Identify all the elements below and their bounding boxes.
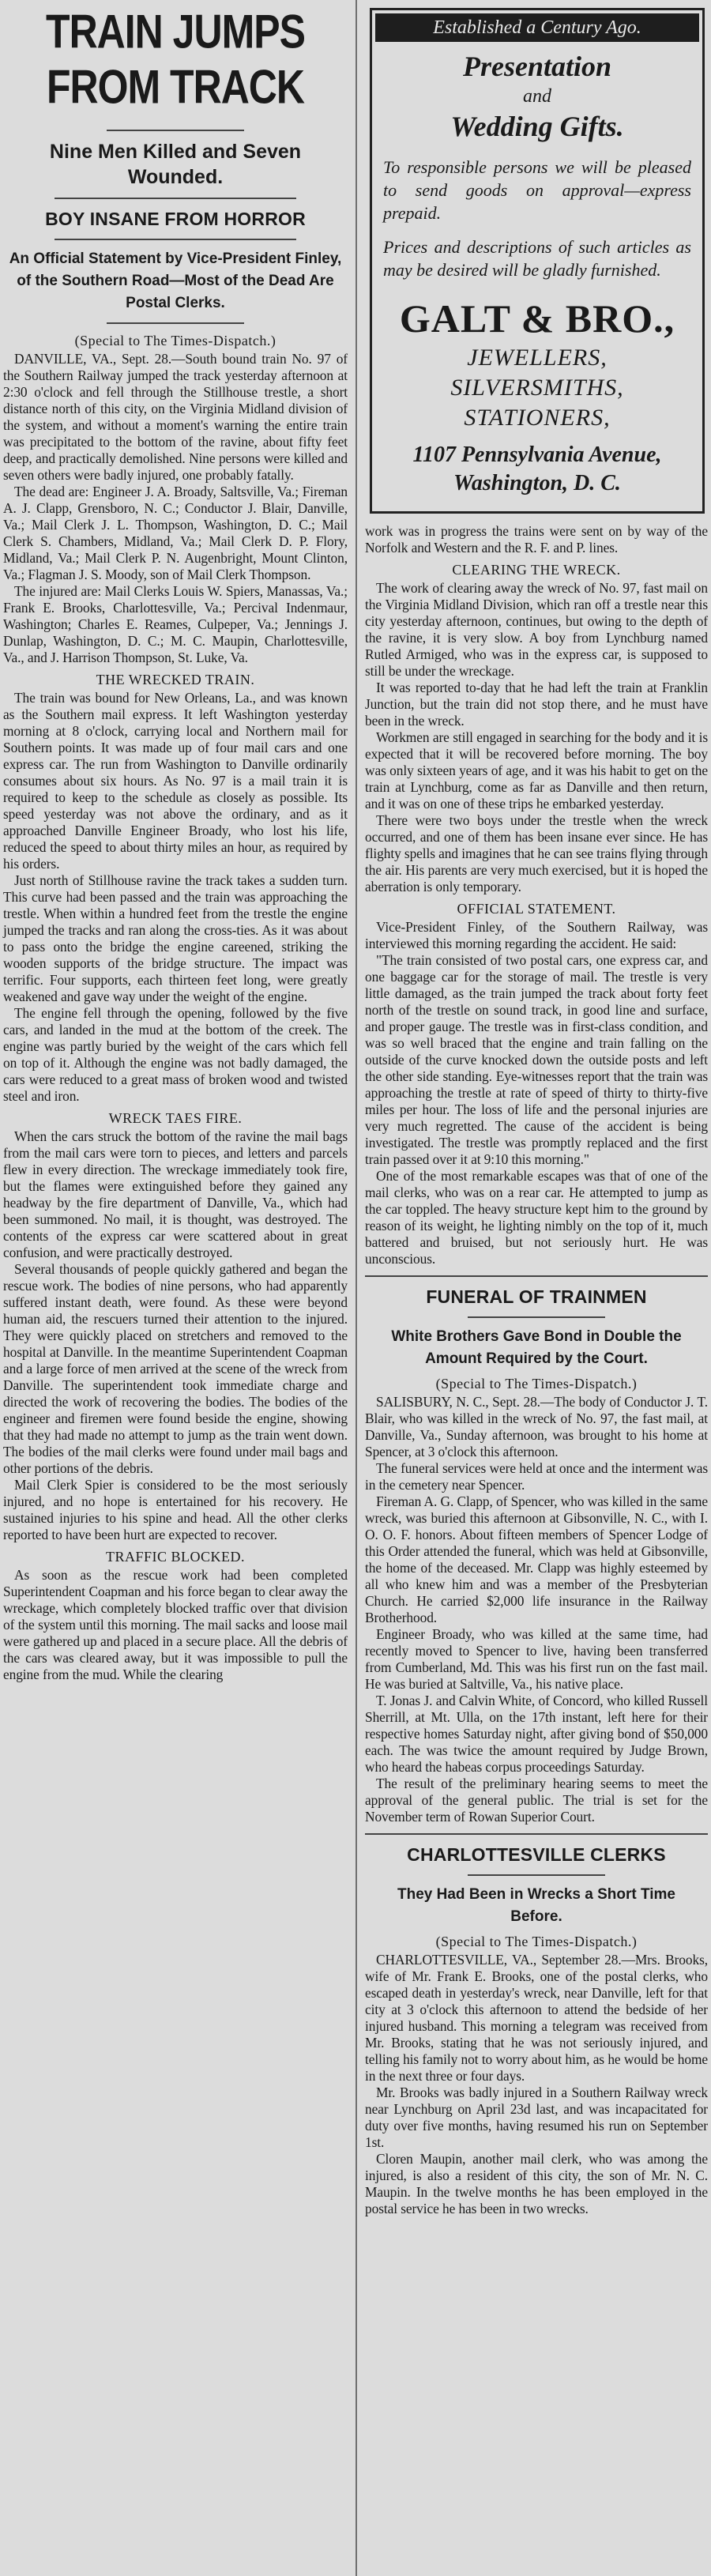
paragraph: Fireman A. G. Clapp, of Spencer, who was killed in the same wreck, was buried this afternoon at Gibsonville, N. C., with I. O. O. F. honors. About fifteen members of Spencer Lodge of this Order attended the funeral, which was held at Gibsonville, the home of the deceased. Mr. Clapp was highly esteemed by all who knew him and was a member of the Presbyterian Church. He carried $2,000 life insurance in the Railway Brotherhood.	[365, 1493, 708, 1625]
divider	[365, 1275, 708, 1277]
headline-funeral-trainmen: FUNERAL OF TRAINMEN	[426, 1286, 647, 1307]
paragraph: "The train consisted of two postal cars, one express car, and one baggage car for the storage of mail. The trestle is very little damaged, as the train jumped the track about forty feet north of the trestle on sound track, in good line and surface, and proper gauge. The trestle was in first-class condition, and was so well braced that the engine and train falling on the outside of the curve knocked down the outside posts and left the other side standing. Eye-witnesses report that the train was approaching the trestle at rate of speed of thirty to thirty-five miles per hour. The loss of life and the personal injuries are very much regretted. The cause of the accident is being investigated. The trestle was promptly replaced and the first train passed over it at 9:10 this morning."	[365, 952, 708, 1167]
paragraph: The result of the preliminary hearing seems to meet the approval of the general public. The trial is set for the November term of Rowan Superior Court.	[365, 1776, 708, 1825]
paragraph: The dead are: Engineer J. A. Broady, Saltsville, Va.; Fireman A. J. Clapp, Grensboro, N. C.; Conductor J. Blair, Danville, Va.; Mail Clerk J. L. Thompson, Washington, D. C.; Mail Clerk S. Chambers, Midland, Va.; Mail Clerk D. P. Flory, Midland, Va.; Mail Clerk P. N. Augenbright, Mount Clinton, Va.; Flagman J. S. Moody, son of Mail Clerk Thompson.	[3, 484, 348, 582]
divider	[107, 130, 244, 131]
paragraph: T. Jonas J. and Calvin White, of Concord, who killed Russell Sherrill, at Mt. Ulla, on the 17th instant, left here for their respective homes Saturday night, after giving bond of $50,000 each. The was twice the amount required by Judge Brown, who heard the habeas corpus proceedings Saturday.	[365, 1693, 708, 1775]
ad-prices-text: Prices and descriptions of such articles as may be desired will be gladly furnished.	[383, 237, 691, 280]
galt-bro-advertisement	[370, 8, 705, 514]
subhead-clearing-wreck: CLEARING THE WRECK.	[452, 562, 621, 578]
deck-white-brothers: White Brothers Gave Bond in Double the Amount Required by the Court.	[391, 1328, 682, 1367]
divider	[107, 322, 244, 324]
headline-line-1: TRAIN JUMPS	[46, 5, 305, 58]
ad-firm-name: GALT & BRO.,	[399, 296, 675, 341]
ad-established-banner: Established a Century Ago.	[375, 13, 699, 42]
divider	[468, 1316, 605, 1318]
left-column	[3, 0, 348, 1683]
article-body-part-3	[3, 1128, 348, 1543]
right-column	[365, 0, 708, 2217]
ad-trade: SILVERSMITHS,	[450, 375, 624, 401]
paragraph: The injured are: Mail Clerks Louis W. Spiers, Manassas, Va.; Frank E. Brooks, Charlottesville, Va.; Percival Indenmaur, Washington; Charles E. Reames, Culpeper, Va.; Jennings J. Dunlap, Washington, D. C.; M. C. Maupin, Charlottesville, Va., and J. Harrison Thompson, St. Luke, Va.	[3, 583, 348, 665]
funeral-article-body	[365, 1394, 708, 1825]
paragraph: It was reported to-day that he had left the train at Franklin Junction, but the train did not stop there, and he must have been in the wreck.	[365, 680, 708, 729]
deck-official-statement: An Official Statement by Vice-President Finley, of the Southern Road—Most of the Dead Are Postal Clerks.	[9, 250, 342, 311]
ad-and: and	[523, 86, 551, 107]
headline-charlottesville-clerks: CHARLOTTESVILLE CLERKS	[407, 1844, 666, 1865]
headline	[3, 3, 348, 122]
deck-killed-wounded: Nine Men Killed and Seven Wounded.	[49, 141, 302, 188]
headline-line-2: FROM TRACK	[46, 60, 305, 114]
ad-address-street: 1107 Pennsylvania Avenue,	[412, 443, 662, 467]
deck-wrecks-before: They Had Been in Wrecks a Short Time Before.	[397, 1886, 675, 1925]
article-body-part-2	[3, 690, 348, 1105]
divider	[365, 1833, 708, 1835]
clerks-article-body	[365, 1952, 708, 2217]
subhead-wrecked-train: THE WRECKED TRAIN.	[96, 672, 255, 687]
paragraph: When the cars struck the bottom of the ravine the mail bags from the mail cars were torn to pieces, and letters and parcels flew in every direction. The wreckage immediately took fire, but the flames were extinguished before they gained any headway by the fire department of Danville, Va., which had been summoned. No mail, it is thought, was destroyed. The contents of the express car were scattered about in great confusion, and were practically destroyed.	[3, 1128, 348, 1260]
subhead-traffic-blocked: TRAFFIC BLOCKED.	[105, 1549, 246, 1565]
paragraph: Mr. Brooks was badly injured in a Southern Railway wreck near Lynchburg on April 23d last, and was incapacitated for duty over five months, having resumed his run on September 1st.	[365, 2085, 708, 2150]
divider	[55, 239, 295, 240]
paragraph: CHARLOTTESVILLE, VA., September 28.—Mrs. Brooks, wife of Mr. Frank E. Brooks, one of the postal clerks, who escaped death in yesterday's wreck, near Danville, left for that city at 3 o'clock this afternoon to attend the bedside of her injured husband. This morning a telegram was received from Mr. Brooks, stating that he was not seriously injured, and telling his family not to worry about him, as he would be home in the next three or four days.	[365, 1952, 708, 2084]
paragraph: The funeral services were held at once and the interment was in the cemetery near Spencer.	[365, 1460, 708, 1493]
special-credit: (Special to The Times-Dispatch.)	[435, 1934, 638, 1949]
paragraph: The work of clearing away the wreck of No. 97, fast mail on the Virginia Midland Division, which ran off a trestle near this city yesterday afternoon, continues, but owing to the depth of the ravine, it is very slow. A boy from Lynchburg named Rutled Armiged, who was in the express car, is supposed to still be under the wreckage.	[365, 580, 708, 679]
ad-address-city: Washington, D. C.	[453, 471, 621, 495]
paragraph: As soon as the rescue work had been completed Superintendent Coapman and his force began to clear away the wreckage, which completely blocked traffic over that division of the system until this morning. The mail sacks and loose mail were gathered up and placed in a secure place. All the debris of the cars was cleared away, but it was impossible to pull the engine from the mud. While the clearing	[3, 1567, 348, 1682]
subhead-wreck-fire: WRECK TAES FIRE.	[108, 1110, 243, 1126]
paragraph: One of the most remarkable escapes was that of one of the mail clerks, who was on a rear car. He attempted to jump as the car toppled. The heavy structure kept him to the ground by reason of its weight, he lighting nimbly on the top of it, much battered and bruised, but not seriously hurt. He was unconscious.	[365, 1168, 708, 1267]
paragraph: There were two boys under the trestle when the wreck occurred, and one of them has been insane ever since. He has flighty spells and imagines that he can see trains flying through the air. His parents are very much exercised, but it is hoped the aberration is only temporary.	[365, 812, 708, 894]
divider	[468, 1874, 605, 1876]
ad-trade: STATIONERS,	[464, 405, 611, 431]
ad-approval-text: To responsible persons we will be pleased to send goods on approval—express prepaid.	[383, 157, 691, 223]
ad-trade: JEWELLERS,	[467, 345, 608, 371]
paragraph: The engine fell through the opening, followed by the five cars, and landed in the mud at the bottom of the creek. The engine was partly buried by the weight of the cars which fell on top of it. Although the engine was not badly damaged, the cars were reduced to a great mass of broken wood and twisted steel and iron.	[3, 1005, 348, 1104]
paragraph: The train was bound for New Orleans, La., and was known as the Southern mail express. It left Washington yesterday morning at 8 o'clock, carrying local and Northern mail for Southern points. It was made up of four mail cars and one express car. The run from Washington to Danville ordinarily consumes about six hours. As No. 97 is a mail train it is required to keep to the schedule as closely as possible. Its speed yesterday was not above the ordinary, and as it approached Danville Engineer Broady, who lost his life, reduced the speed to about thirty miles an hour, as required by his orders.	[3, 690, 348, 872]
paragraph: DANVILLE, VA., Sept. 28.—South bound train No. 97 of the Southern Railway jumped the track yesterday afternoon at 2:30 o'clock and fell through the Stillhouse trestle, a short distance north of this city, on the Virginia Midland division of the system, and without a moment's warning the entire train was precipitated to the bottom of the ravine, about fifty feet deep, and practically demolished. Nine persons were killed and seven others were badly injured, one probably fatally.	[3, 351, 348, 483]
right-article-continuation	[365, 523, 708, 1267]
ad-wedding-gifts: Wedding Gifts.	[450, 111, 624, 142]
column-rule	[356, 0, 357, 2576]
article-body-part-1	[3, 351, 348, 666]
paragraph: Just north of Stillhouse ravine the track takes a sudden turn. This curve had been passed and the train was approaching the trestle. When within a hundred feet from the trestle the engine jumped the tracks and ran along the cross-ties. As it was about to pass onto the bridge the engine careened, striking the wooden supports of the bridge structure. The impact was terrific. Four supports, each thirteen feet long, were greatly weakened and gave way under the weight of the engine.	[3, 872, 348, 1004]
subhead-official-statement: OFFICIAL STATEMENT.	[457, 901, 616, 917]
article-body-part-4	[3, 1567, 348, 1683]
ad-presentation: Presentation	[462, 51, 611, 82]
paragraph: Mail Clerk Spier is considered to be the most seriously injured, and no hope is entertained for his recovery. He sustained injuries to his spine and head. All the other clerks reported to have been hurt are expected to recover.	[3, 1477, 348, 1542]
special-credit: (Special to The Times-Dispatch.)	[74, 333, 276, 348]
special-credit: (Special to The Times-Dispatch.)	[435, 1376, 638, 1392]
paragraph: Cloren Maupin, another mail clerk, who was among the injured, is also a resident of this city, the son of Mr. N. C. Maupin. In the twelve months he has been employed in the postal service he has been in two wrecks.	[365, 2151, 708, 2216]
paragraph: Vice-President Finley, of the Southern Railway, was interviewed this morning regarding the accident. He said:	[365, 919, 708, 951]
divider	[55, 198, 295, 199]
paragraph: Engineer Broady, who was killed at the same time, had recently moved to Spencer to live, having been transferred from Cumberland, Md. This was his first run on the fast mail. He was buried at Saltville, Va., his native place.	[365, 1626, 708, 1692]
paragraph: Several thousands of people quickly gathered and began the rescue work. The bodies of nine persons, who had apparently suffered instant death, were found. As these were beyond human aid, the rescuers turned their attention to the injured. They were quickly placed on stretchers and removed to the hospital at Danville. In the meantime Superintendent Coapman and a large force of men arrived at the scene of the wreck from Danville. The superintendent took immediate charge and directed the work of recovering the bodies. The bodies of the engineer and firemen were found beside the engine, showing that they had made no attempt to jump as the train went down. The bodies of the mail clerks were found under mail bags and other portions of the debris.	[3, 1261, 348, 1476]
paragraph: SALISBURY, N. C., Sept. 28.—The body of Conductor J. T. Blair, who was killed in the wreck of No. 97, the fast mail, at Danville, Va., Sunday afternoon, was brought to his home at Spencer, at 3 o'clock this afternoon.	[365, 1394, 708, 1459]
paragraph: work was in progress the trains were sent on by way of the Norfolk and Western and the R. F. and P. lines.	[365, 523, 708, 555]
paragraph: Workmen are still engaged in searching for the body and it is expected that it will be recovered before morning. The boy was only sixteen years of age, and it was his habit to get on the train at Lynchburg, come as far as Danville and then return, and it was on one of these trips he embarked yesterday.	[365, 729, 708, 812]
deck-boy-insane: BOY INSANE FROM HORROR	[45, 209, 306, 229]
